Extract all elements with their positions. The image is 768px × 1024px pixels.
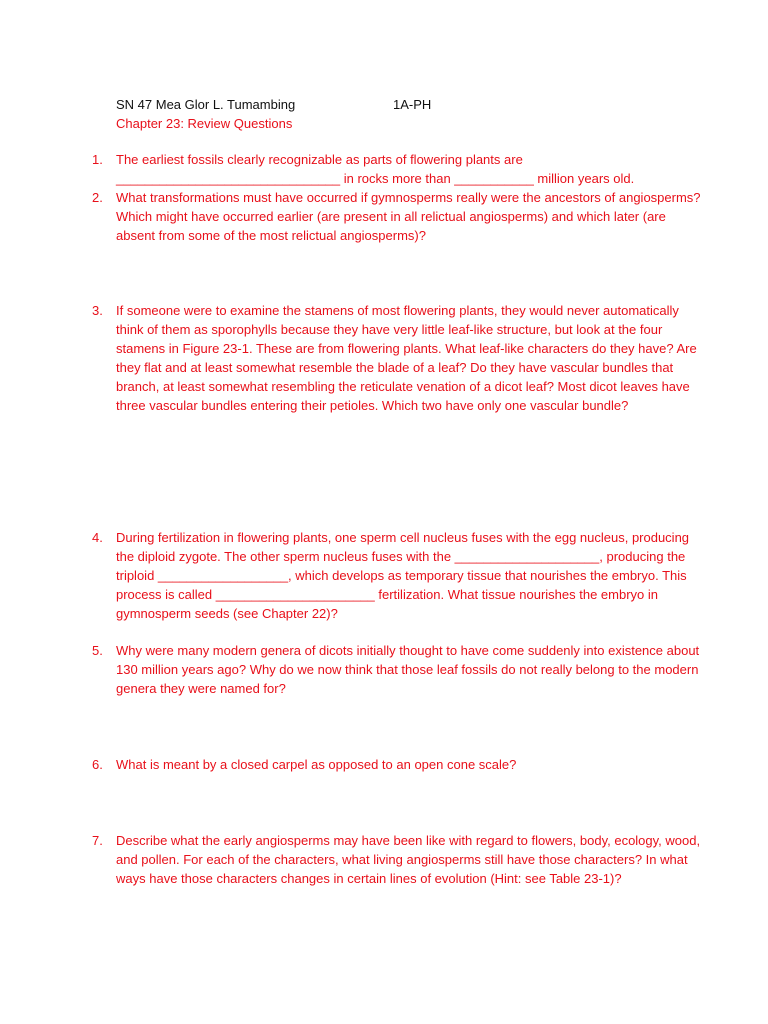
question-number: 5. — [92, 643, 103, 658]
question-text: What transformations must have occurred if gymnosperms really were the ancestors of angiosperms? Which might have occurred earlier (are present in all relictual angiosperms) and which later (are absent from some of the most relictual angiosperms)? — [116, 190, 701, 243]
question-text: Why were many modern genera of dicots initially thought to have come suddenly into existence about 130 million years ago? Why do we now think that those leaf fossils do not really belong to the modern genera they were named for? — [116, 643, 700, 696]
student-name: SN 47 Mea Glor L. Tumambing — [116, 97, 296, 112]
question-number: 7. — [92, 833, 103, 848]
question-number: 4. — [92, 530, 103, 545]
question-text: The earliest fossils clearly recognizable as parts of flowering plants are _______________________________ in rocks more than ___________ million years old. — [116, 152, 635, 186]
chapter-title: Chapter 23: Review Questions — [116, 116, 293, 131]
question-text: What is meant by a closed carpel as opposed to an open cone scale? — [116, 757, 517, 772]
question-text: During fertilization in flowering plants, one sperm cell nucleus fuses with the egg nucleus, producing the diploid zygote. The other sperm nucleus fuses with the ____________________, producing the triploid __________________, which develops as temporary tissue that nourishes the embryo. This process is called ______________________ fertilization. What tissue nourishes the embryo in gymnosperm seeds (see Chapter 22)? — [116, 530, 690, 621]
question-number: 6. — [92, 757, 103, 772]
question-text: Describe what the early angiosperms may have been like with regard to flowers, body, ecology, wood, and pollen. For each of the characters, what living angiosperms still have those characters? In what ways have those characters changes in certain lines of evolution (Hint: see Table 23-1)? — [116, 833, 701, 886]
question-number: 1. — [92, 152, 103, 167]
document-header — [116, 95, 432, 114]
question-number: 2. — [92, 190, 103, 205]
class-section: 1A-PH — [393, 97, 432, 112]
question-text: If someone were to examine the stamens of most flowering plants, they would never automatically think of them as sporophylls because they have very little leaf-like structure, but look at the four stamens in Figure 23-1. These are from flowering plants. What leaf-like characters do they have? Are they flat and at least somewhat resemble the blade of a leaf? Do they have vascular bundles that branch, at least somewhat resembling the reticulate venation of a dicot leaf? Most dicot leaves have three vascular bundles entering their petioles. Which two have only one vascular bundle? — [116, 303, 697, 413]
question-number: 3. — [92, 303, 103, 318]
